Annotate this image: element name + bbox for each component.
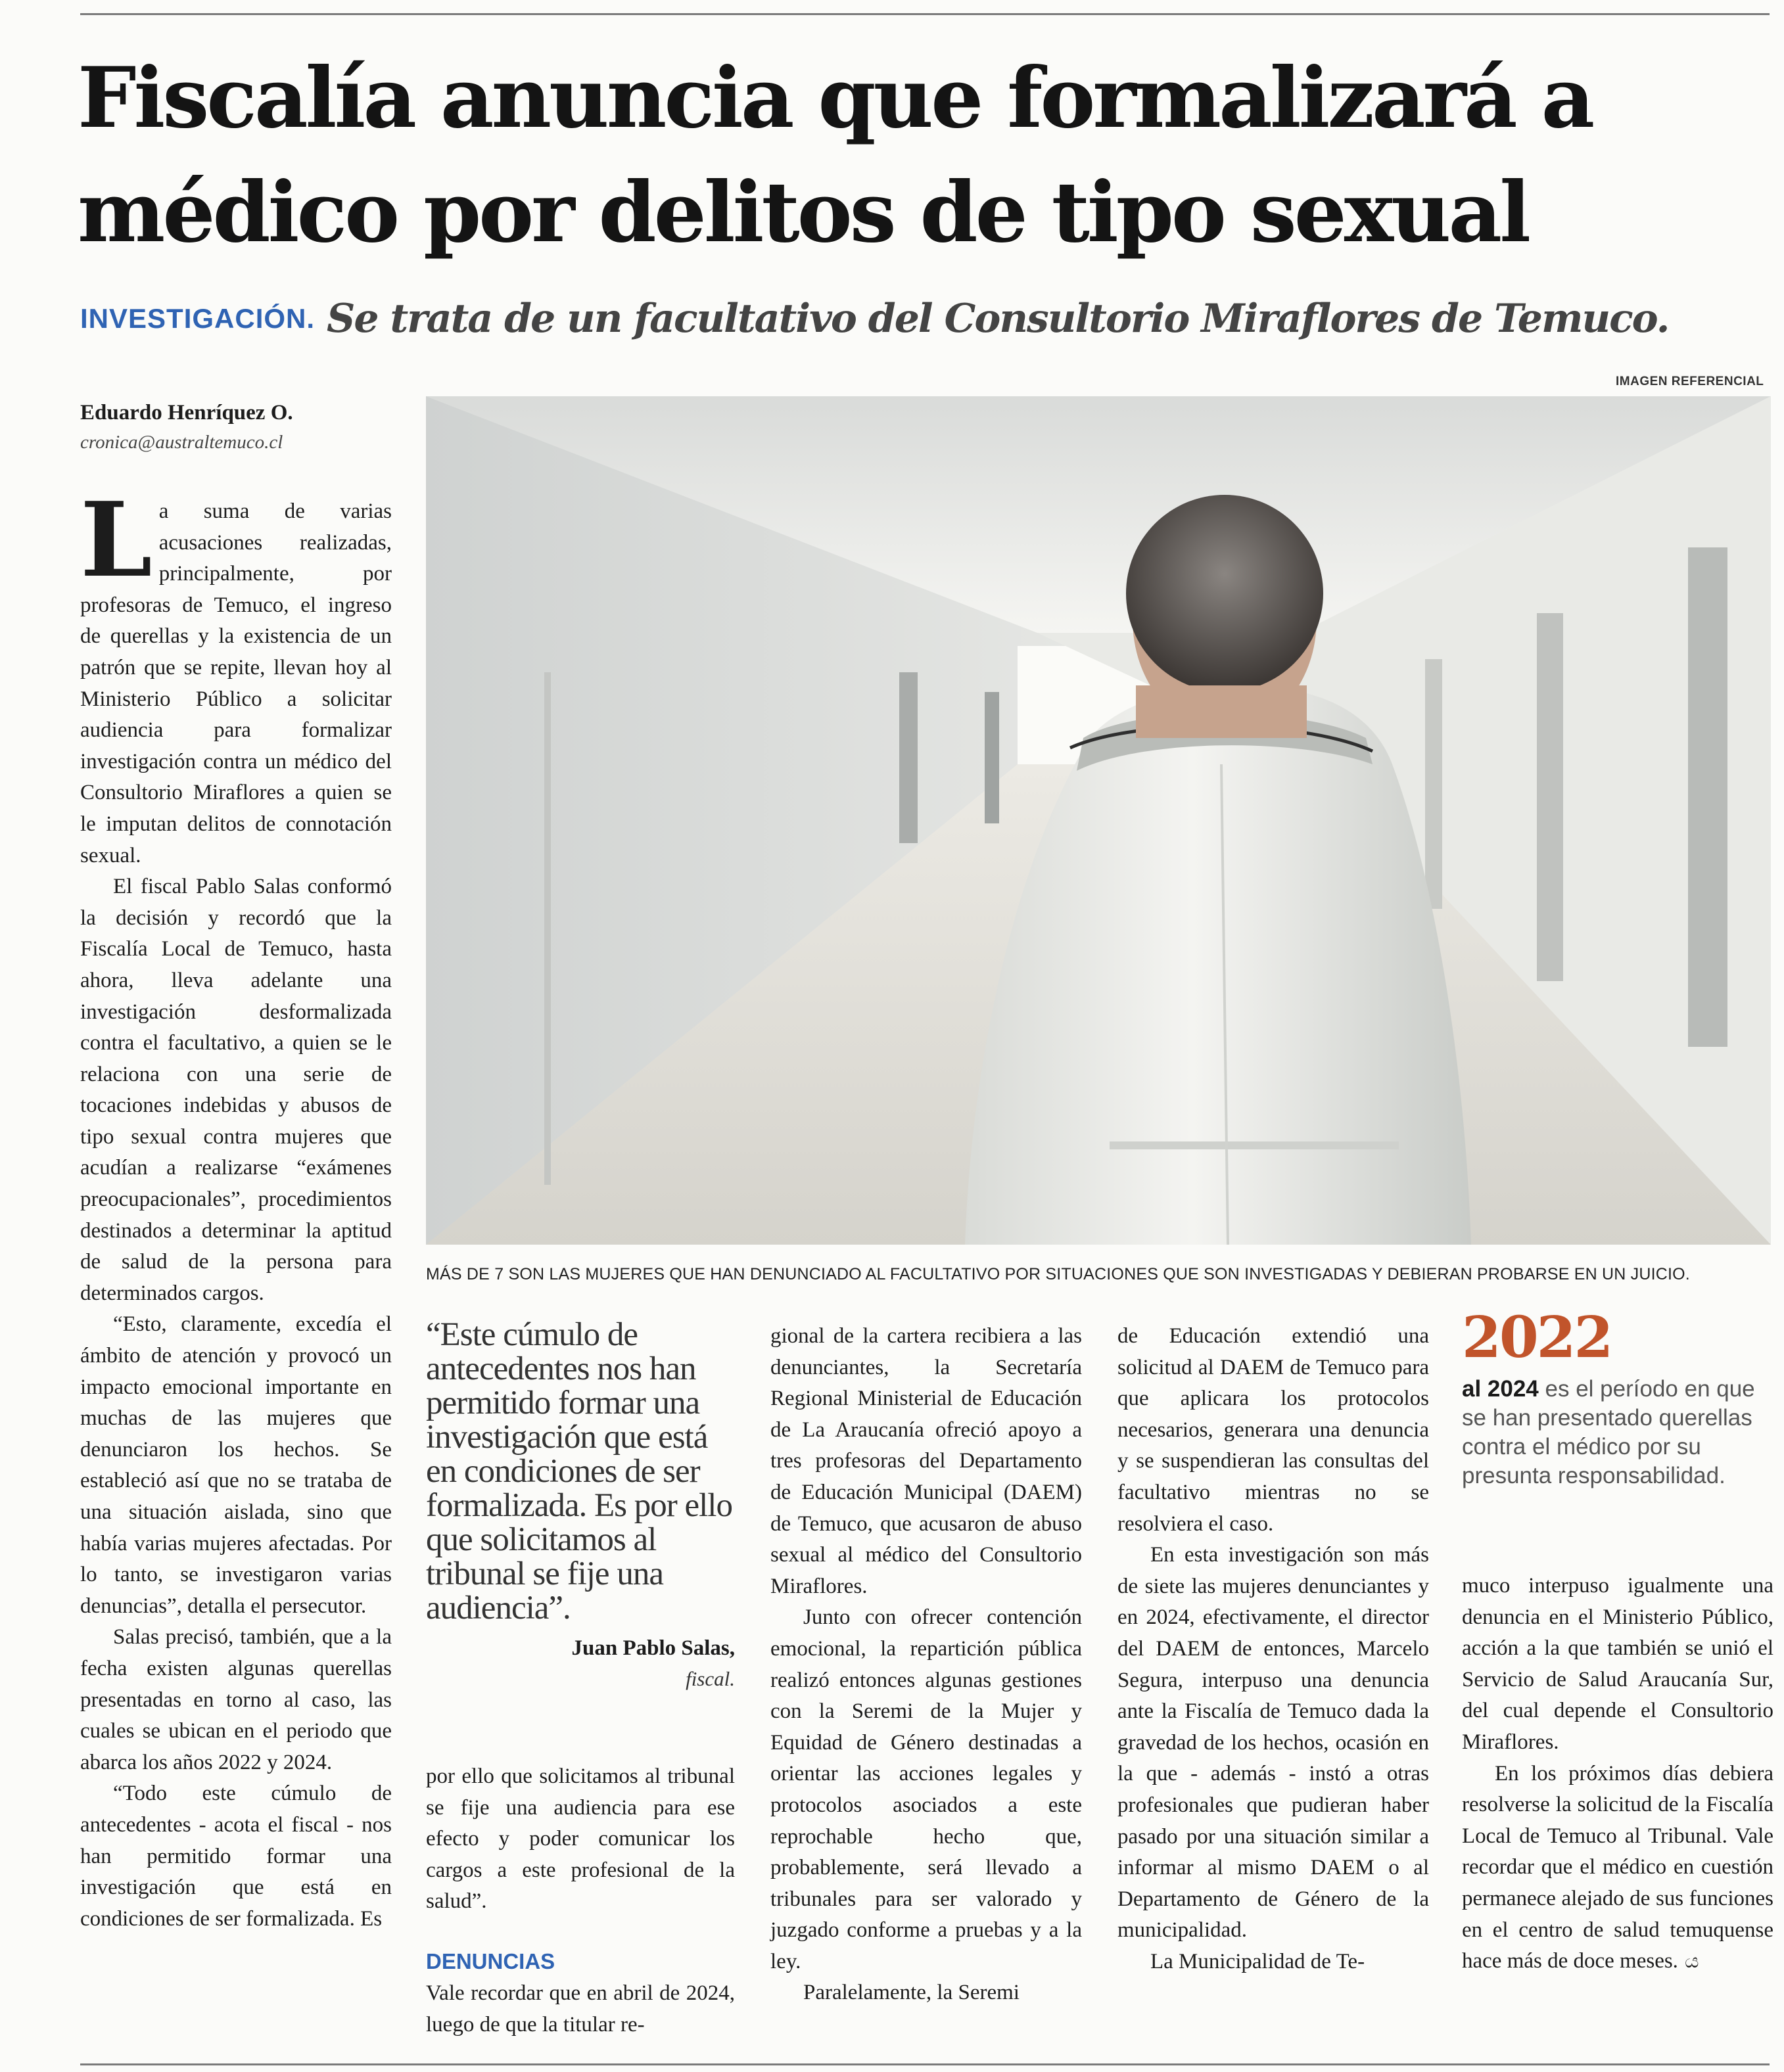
top-rule [80,13,1770,15]
paragraph: de Educación extendió una solicitud al DAEM de Temuco para que aplicara los protocolos necesarios, generara una denuncia y se suspendieran las consultas del facultativo mientras no se resolviera el caso. [1117,1324,1429,1536]
photo-credit: IMAGEN REFERENCIAL [1616,375,1764,388]
drop-cap: L [80,480,153,600]
fact-bold: al 2024 [1462,1376,1539,1402]
paragraph: En los próximos días debiera resolverse la solicitud de la Fiscalía Local de Temuco al Tribunal. Vale recordar que el médico en cuestión permanece alejado de sus funciones en el centro de salud temuquense hace más de doce meses. ය [1462,1761,1773,1973]
paragraph-continuation: por ello que solicitamos al tribunal se fije una audiencia para ese efecto y poder comunicar los cargos a este profesional de la salud”. [426,1764,735,1914]
paragraph-2: El fiscal Pablo Salas conformó la decisión y recordó que la Fiscalía Local de Temuco, hasta ahora, lleva adelante una investigación desformalizada contra el facultativo, a quien se le relaciona con una serie de tocaciones indebidas y abusos de tipo sexual contra mujeres que acudían a realizarse “exámenes preocupacionales”, procedimientos destinados a determinar la aptitud de salud de la persona para determinados cargos. [80,875,392,1305]
fact-text [1462,1375,1771,1490]
deck [80,296,1776,342]
quote-role: fiscal. [686,1667,735,1690]
subhead-denuncias: DENUNCIAS [426,1949,555,1973]
paragraph-1: La suma de varias acusaciones realizadas, principalmente, por profesoras de Temuco, el ingreso de querellas y la existencia de un patrón que se repite, llevan hoy al Ministerio Público a solicitar audiencia para formalizar investigación contra un médico del Consultorio Miraflores a quien se le imputan delitos de connotación sexual. [80,480,392,867]
quote-author: Juan Pablo Salas, [571,1636,735,1660]
paragraph-5: “Todo este cúmulo de antecedentes - acota el fiscal - nos han permitido formar una investigación que está en condiciones de ser formalizada. Es [80,1782,392,1931]
paragraph-4: Salas precisó, también, que a la fecha existen algunas querellas presentadas en torno al caso, las cuales se ubican en el periodo que abarca los años 2022 y 2024. [80,1625,392,1774]
paragraph: Junto con ofrecer contención emocional, la repartición pública realizó entonces algunas gestiones con la Seremi de la Mujer y Equidad de Género destinadas a orientar las acciones legales y protocolos asociados a este reprochable hecho que, probablemente, será llevado a tribunales para ser valorado y juzgado conforme a pruebas y a la ley. [770,1605,1082,1973]
fact-number: 2022 [1462,1304,1612,1371]
section-tag: INVESTIGACIÓN. [80,303,316,334]
column-4 [1117,1321,1429,1977]
paragraph: La Municipalidad de Te- [1150,1949,1365,1973]
column-2-lower [426,1761,735,1918]
column-3 [770,1321,1082,2009]
paragraph: gional de la cartera recibiera a las denunciantes, la Secretaría Regional Ministerial de Educación de La Araucanía ofreció apoyo a tres profesoras del Departamento de Educación Municipal (DAEM) de Temuco, que acusaron de abuso sexual al médico del Consultorio Miraflores. [770,1324,1082,1598]
paragraph-3: “Esto, claramente, excedía el ámbito de atención y provocó un impacto emocional importante en muchas de las mujeres que denunciaron los hechos. Se estableció así que no se trataba de una situación aislada, sino que había varias mujeres afectadas. Por lo tanto, se investigaron varias denuncias”, detalla el persecutor. [80,1312,392,1618]
paragraph-denuncias: Vale recordar que en abril de 2024, luego de que la titular re- [426,1981,735,2037]
photo-caption: MÁS DE 7 SON LAS MUJERES QUE HAN DENUNCIADO AL FACULTATIVO POR SITUACIONES QUE SON INVESTIGADAS Y DEBIERAN PROBARSE EN UN JUICIO. [426,1265,1690,1283]
end-mark-icon: ය [1684,1950,1699,1973]
doctor-corridor-image [426,396,1771,1245]
subheadline: Se trata de un facultativo del Consultorio Miraflores de Temuco. [327,296,1669,342]
column-2-bottom [426,1978,735,2040]
author-email: cronica@australtemuco.cl [80,432,283,453]
pull-quote: “Este cúmulo de antecedentes nos han permitido formar una investigación que está en condiciones de ser formalizada. Es por ello que solicitamos al tribunal se fije una audiencia”. [426,1316,732,1626]
fact-body: es el período en que se han presentado querellas contra el médico por su presunta responsabilidad. [1462,1376,1755,1488]
paragraph: En esta investigación son más de siete las mujeres denunciantes y en 2024, efectivamente, el director del DAEM de entonces, Marcelo Segura, interpuso una denuncia ante la Fiscalía de Temuco dada la gravedad de los hechos, ocasión en la que - además - instó a otras profesionales que pudieran haber pasado por una situación similar a informar al mismo DAEM o al Departamento de Género de la municipalidad. [1117,1543,1429,1943]
paragraph: Paralelamente, la Seremi [803,1981,1020,2005]
bottom-rule [80,2063,1770,2065]
byline [80,401,293,453]
column-5 [1462,1571,1773,1977]
article-photo [426,396,1771,1245]
author-name: Eduardo Henríquez O. [80,401,293,425]
headline: Fiscalía anuncia que formalizará a médico por delitos de tipo sexual [78,49,1593,261]
column-1 [80,480,392,1935]
paragraph: muco interpuso igualmente una denuncia en el Ministerio Público, acción a la que también se unió el Servicio de Salud Araucanía Sur, del cual depende el Consultorio Miraflores. [1462,1574,1773,1754]
